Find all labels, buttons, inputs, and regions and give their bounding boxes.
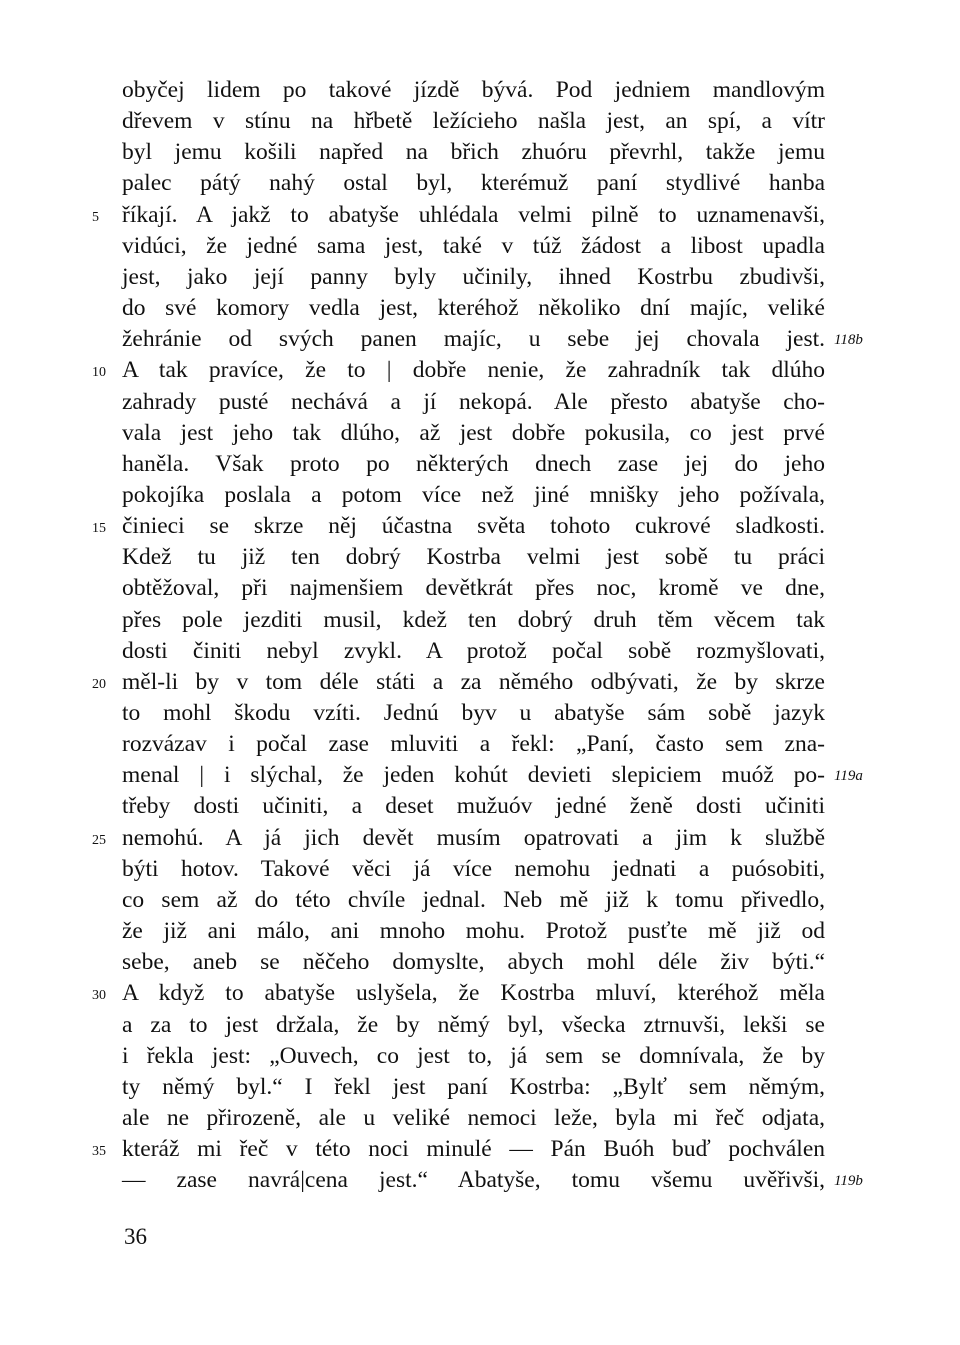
line-number: 25 <box>92 832 106 848</box>
text-line: třeby dosti učiniti, a deset mužuóv jedné ženě dosti učiniti <box>122 793 825 820</box>
text-line: zahrady pusté nechává a jí nekopá. Ale přesto abatyše cho- <box>122 388 825 415</box>
text-line: nemohú. A já jich devět musím opatrovati a jim k službě <box>122 824 825 851</box>
text-line: to mohl škodu vzíti. Jednú byv u abatyše sám sobě jazyk <box>122 700 825 726</box>
text-line: co sem až do této chvíle jednal. Neb mě již k tomu přivedlo, <box>122 886 825 913</box>
text-line: býti hotov. Takové věci já více nemohu jednati a puósobiti, <box>122 855 825 882</box>
text-line: a za to jest držala, že by němý byl, všecka ztrnuvši, lekši se <box>122 1011 825 1038</box>
text-line: ale ne přirozeně, ale u veliké nemoci leže, byla mi řeč odjata, <box>122 1104 825 1131</box>
text-line: obtěžoval, při najmenšiem devětkrát přes noc, kromě ve dne, <box>122 575 825 602</box>
text-line: žehránie od svých panen majíc, u sebe jej chovala jest. <box>122 326 825 353</box>
text-line: rozvázav i počal zase mluviti a řekl: „Paní, často sem zna- <box>122 731 825 758</box>
text-line: A tak pravíce, že to | dobře nenie, že zahradník tak dlúho <box>122 357 825 384</box>
line-number: 10 <box>92 365 106 381</box>
text-line: — zase navrá|cena jest.“ Abatyše, tomu všemu uvěřivši, <box>122 1167 825 1194</box>
text-line: A když to abatyše uslyšela, že Kostrba mluví, kteréhož měla <box>122 980 825 1007</box>
text-line: i řekla jest: „Ouvech, co jest to, já sem se domnívala, že by <box>122 1042 825 1069</box>
text-line: měl-li by v tom déle státi a za němého odbývati, že by skrze <box>122 668 825 695</box>
text-line: jest, jako její panny byly učinily, ihned Kostrbu zbudivši, <box>122 263 825 290</box>
text-line: menal | i slýchal, že jeden kohút devieti slepiciem muóž po- <box>122 762 825 789</box>
line-number: 30 <box>92 988 106 1004</box>
folio-mark: 118b <box>834 332 863 349</box>
text-line: říkají. A jakž to abatyše uhlédala velmi pilně to uznamenavši, <box>122 201 825 228</box>
text-line: ty němý byl.“ I řekl jest paní Kostrba: „Bylť sem němým, <box>122 1073 825 1100</box>
text-line: do své komory vedla jest, kteréhož několiko dní majíc, veliké <box>122 295 825 322</box>
text-line: vala jest jeho tak dlúho, až jest dobře pokusila, co jest prvé <box>122 419 825 446</box>
text-line: palec pátý nahý ostal byl, kterémuž paní stydlivé hanba <box>122 170 825 197</box>
text-line: byl jemu košili napřed na břich zhuóru převrhl, takže jemu <box>122 139 825 166</box>
text-line: pokojíka poslala a potom více než jiné mnišky jeho požívala, <box>122 481 825 508</box>
text-line: činieci se skrze něj účastna světa tohoto cukrové sladkosti. <box>122 513 825 540</box>
page-number: 36 <box>124 1224 147 1249</box>
text-line: haněla. Však proto po některých dnech zase jej do jeho <box>122 450 825 477</box>
text-line: sebe, aneb se něčeho domyslte, abych mohl déle živ býti.“ <box>122 949 825 976</box>
line-number: 15 <box>92 521 106 537</box>
text-line: že již ani málo, ani mnoho mohu. Protož pusťte mě již od <box>122 918 825 945</box>
text-line: dřevem v stínu na hřbetě ležícieho našla jest, an spí, a vítr <box>122 108 825 135</box>
line-number: 35 <box>92 1144 106 1160</box>
text-line: obyčej lidem po takové jízdě bývá. Pod jedniem mandlovým <box>122 77 825 103</box>
folio-mark: 119a <box>834 768 863 785</box>
text-line: přes pole jezditi musil, kdež ten dobrý druh těm věcem tak <box>122 606 825 633</box>
text-line: dosti činiti nebyl zvykl. A protož počal sobě rozmyšlovati, <box>122 637 825 664</box>
text-line: vidúci, že jedné sama jest, také v túž žádost a libost upadla <box>122 232 825 259</box>
text-line: Kdež tu již ten dobrý Kostrba velmi jest sobě tu práci <box>122 544 825 571</box>
line-number: 20 <box>92 676 106 692</box>
text-line: kteráž mi řeč v této noci minulé — Pán Buóh buď pochválen <box>122 1136 825 1163</box>
line-number: 5 <box>92 209 99 225</box>
folio-mark: 119b <box>834 1173 863 1190</box>
